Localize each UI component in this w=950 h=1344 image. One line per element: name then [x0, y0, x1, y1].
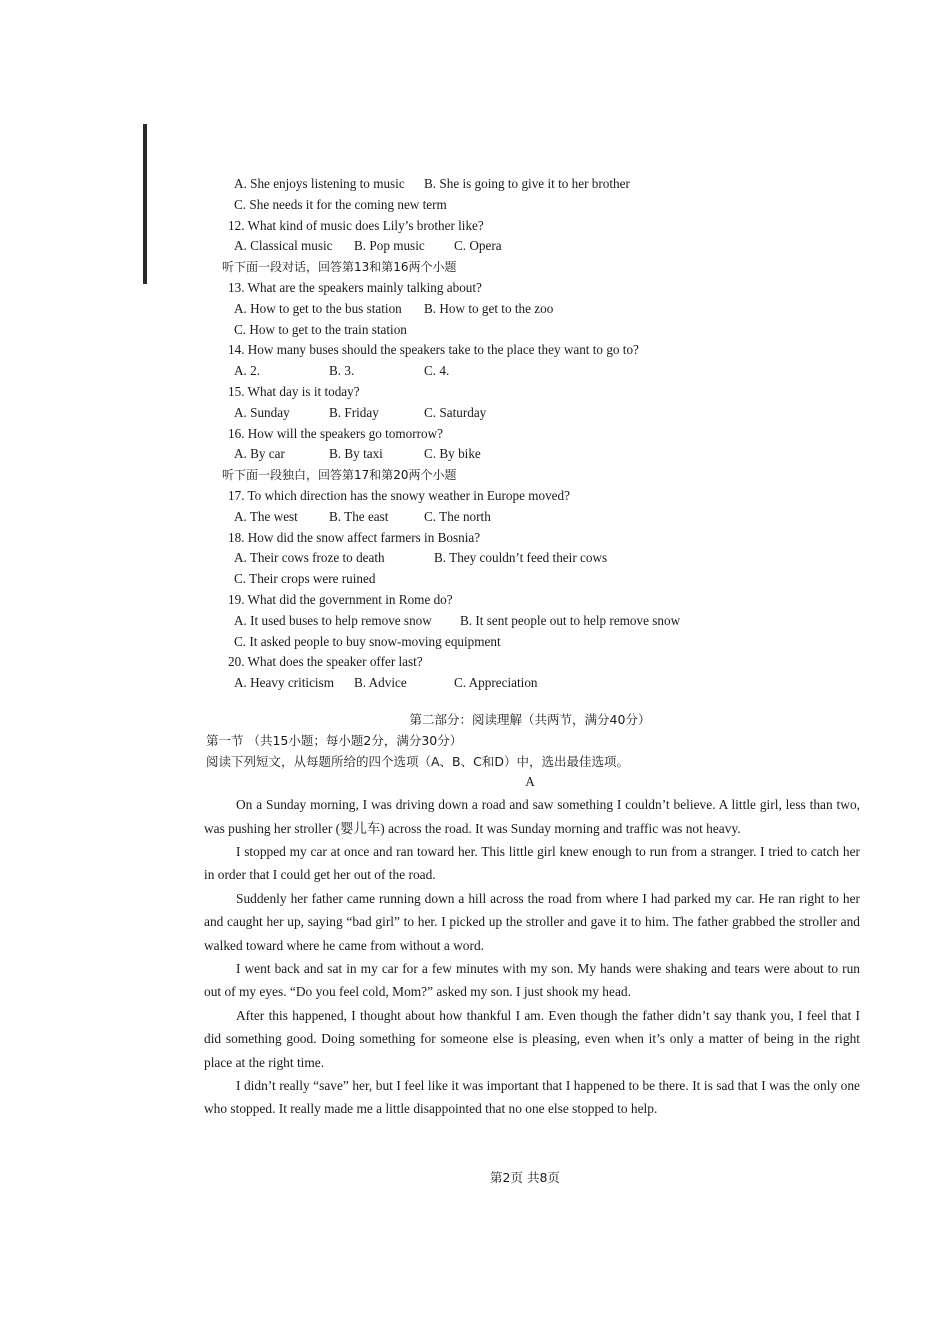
- q15-question: 15. What day is it today?: [228, 383, 360, 399]
- q16-option-a: A. By car: [234, 446, 285, 462]
- q13-option-a: A. How to get to the bus station: [234, 300, 402, 316]
- q15-options: [200, 403, 860, 424]
- q14-question: 14. How many buses should the speakers take to the place they want to go to?: [228, 342, 639, 358]
- instruction-17-20: 听下面一段独白，回答第17和第20两个小题: [222, 468, 457, 483]
- q12-question: 12. What kind of music does Lily’s brother like?: [228, 217, 484, 233]
- q19-option-c: C. It asked people to buy snow-moving equipment: [234, 633, 501, 649]
- q20-option-a: A. Heavy criticism: [234, 675, 334, 691]
- q17-option-b: B. The east: [329, 508, 389, 524]
- q15-option-b: B. Friday: [329, 404, 379, 420]
- q18-option-c: C. Their crops were ruined: [234, 571, 376, 587]
- page-number: 第2页 共8页: [490, 1170, 560, 1185]
- q20-option-c: C. Appreciation: [454, 675, 538, 691]
- q18-question: 18. How did the snow affect farmers in Bosnia?: [228, 529, 481, 545]
- q14-option-b: B. 3.: [329, 363, 355, 379]
- exam-page: [200, 174, 860, 1121]
- passage-label: A: [525, 774, 535, 790]
- q17-option-a: A. The west: [234, 508, 298, 524]
- q12-option-c: C. Opera: [454, 238, 502, 254]
- q19-option-b: B. It sent people out to help remove snow: [460, 612, 681, 628]
- q16-question: 16. How will the speakers go tomorrow?: [228, 425, 443, 441]
- q13-question: 13. What are the speakers mainly talking about?: [228, 279, 482, 295]
- reading-instruction: 阅读下列短文，从每题所给的四个选项（A、B、C和D）中，选出最佳选项。: [206, 753, 629, 769]
- q13-option-c: C. How to get to the train station: [234, 321, 407, 337]
- paragraph: I stopped my car at once and ran toward her. This little girl knew enough to run from a stranger. I tried to catch her in order that I could get her out of the road.: [204, 843, 860, 883]
- paragraph: Suddenly her father came running down a hill across the road from where I had parked my car. He ran right to her and caught her up, saying “bad girl” to her. I picked up the stroller and gave it to him. The father grabbed the stroller and walked toward where he came from without a word.: [204, 890, 860, 953]
- q15-option-a: A. Sunday: [234, 404, 290, 420]
- q11-option-c: C. She needs it for the coming new term: [234, 196, 447, 212]
- q17-option-c: C. The north: [424, 508, 491, 524]
- q15-option-c: C. Saturday: [424, 404, 487, 420]
- q20-options: [200, 673, 860, 694]
- passage-a: [200, 793, 860, 1121]
- q19-option-a: A. It used buses to help remove snow: [234, 612, 432, 628]
- section-one-title: 第一节 （共15小题；每小题2分，满分30分）: [206, 732, 463, 748]
- q17-options: [200, 507, 860, 528]
- q19-question: 19. What did the government in Rome do?: [228, 591, 453, 607]
- instruction-13-16: 听下面一段对话，回答第13和第16两个小题: [222, 260, 457, 275]
- q11-option-b: B. She is going to give it to her brother: [424, 176, 630, 191]
- q12-options: [200, 236, 860, 257]
- q12-option-a: A. Classical music: [234, 238, 333, 254]
- paragraph: I didn’t really “save” her, but I feel like it was important that I happened to be there. It is sad that I was the only one who stopped. It really made me a little disappointed that no one else stopped to help.: [204, 1077, 860, 1117]
- q17-question: 17. To which direction has the snowy weather in Europe moved?: [228, 487, 570, 503]
- q14-options: [200, 361, 860, 382]
- q14-option-c: C. 4.: [424, 363, 450, 379]
- q18-options: [200, 548, 860, 569]
- q20-option-b: B. Advice: [354, 675, 407, 691]
- q11-option-a: A. She enjoys listening to music: [234, 176, 405, 191]
- q16-options: [200, 444, 860, 465]
- q14-option-a: A. 2.: [234, 363, 261, 379]
- q16-option-b: B. By taxi: [329, 446, 383, 462]
- q11-options: [200, 174, 860, 195]
- q16-option-c: C. By bike: [424, 446, 481, 462]
- paragraph: On a Sunday morning, I was driving down a road and saw something I couldn’t believe. A little girl, less than two, was pushing her stroller (婴儿车) across the road. It was Sunday morning and traffic was not heavy.: [204, 797, 860, 836]
- part-two-title: 第二部分：阅读理解（共两节，满分40分）: [409, 711, 651, 727]
- q13-options: [200, 299, 860, 320]
- q13-option-b: B. How to get to the zoo: [424, 300, 554, 316]
- q18-option-a: A. Their cows froze to death: [234, 550, 385, 566]
- paragraph: After this happened, I thought about how thankful I am. Even though the father didn’t say thank you, I feel that I did something good. Doing something for someone else is pleasing, even when it’s only a matter of being in the right place at the right time.: [204, 1007, 860, 1070]
- q18-option-b: B. They couldn’t feed their cows: [434, 550, 608, 566]
- q19-options: [200, 611, 860, 632]
- q20-question: 20. What does the speaker offer last?: [228, 654, 423, 670]
- paragraph: I went back and sat in my car for a few minutes with my son. My hands were shaking and tears were about to run out of my eyes. “Do you feel cold, Mom?” asked my son. I just shook my head.: [204, 960, 860, 1000]
- q12-option-b: B. Pop music: [354, 238, 425, 254]
- margin-mark: [143, 124, 147, 284]
